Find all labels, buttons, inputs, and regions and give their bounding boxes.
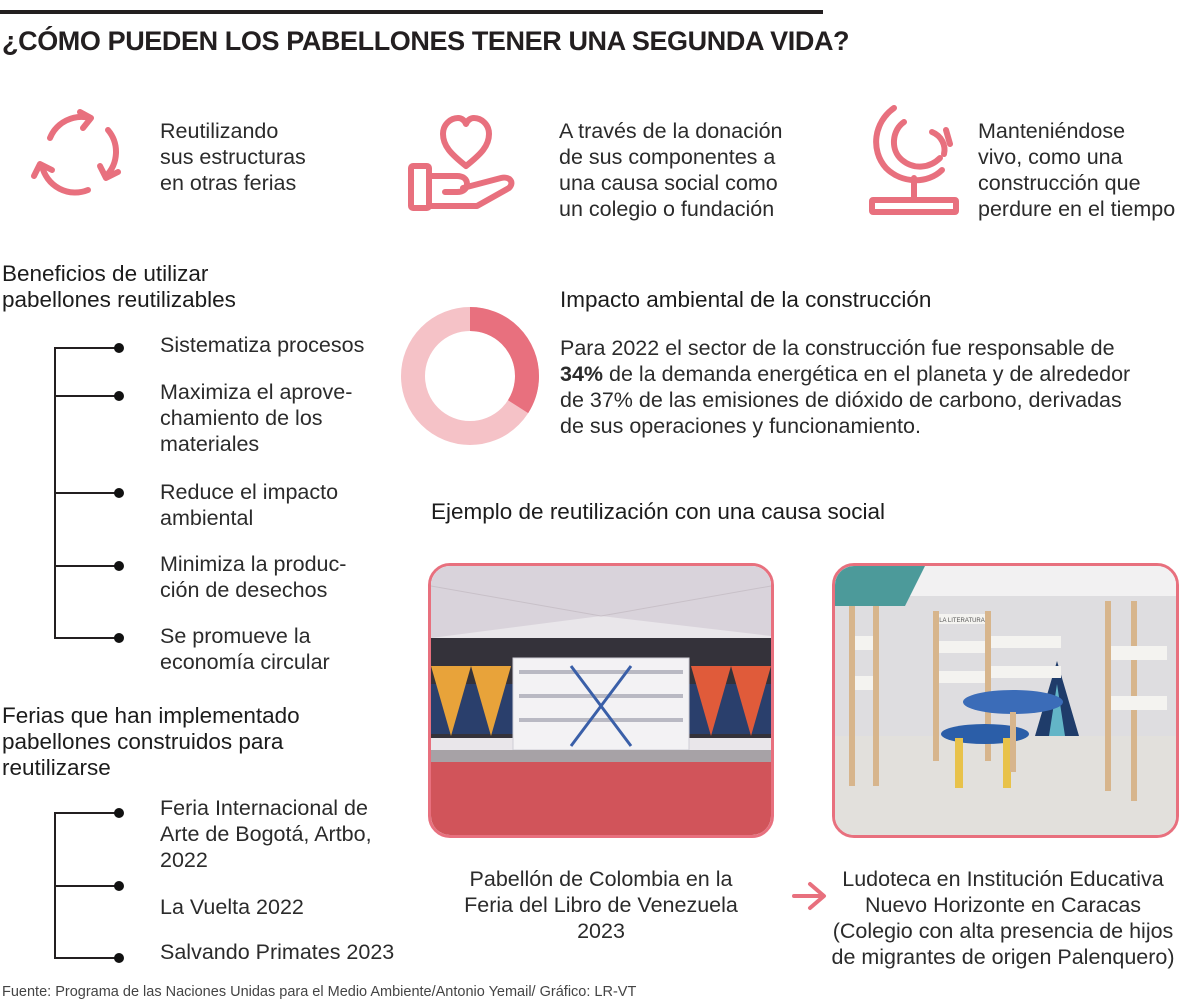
fair-item: Feria Internacional de Arte de Bogotá, Artbo, 2022 — [160, 796, 372, 872]
impact-highlight: 34% — [560, 362, 604, 386]
benefit-item: Reduce el impacto ambiental — [160, 480, 339, 530]
bullet — [114, 633, 124, 643]
heart-hand-icon — [405, 108, 527, 220]
bullet — [114, 391, 124, 401]
benefit-item: Sistematiza procesos — [160, 333, 365, 357]
globe-trophy-icon — [862, 100, 962, 222]
branch — [54, 565, 120, 567]
impact-text: Para 2022 el sector de la construcción fue responsable de 34% de la demanda energética en el planeta y de alrededor de 37% de las emisiones de dióxido de carbono, derivadas de sus operaciones y funcionamiento. — [560, 336, 1131, 438]
option-permanent-text: Manteniéndose vivo, como una construcción que perdure en el tiempo — [978, 119, 1176, 221]
branch — [54, 395, 120, 397]
option-donation-text: A través de la donación de sus componentes a una causa social como un colegio o fundación — [559, 119, 783, 221]
branch — [54, 812, 120, 814]
impact-heading: Impacto ambiental de la construcción — [560, 287, 932, 312]
bullet — [114, 953, 124, 963]
branch — [54, 347, 120, 349]
top-rule — [0, 10, 823, 14]
benefit-item: Maximiza el aprove- chamiento de los materiales — [160, 380, 353, 456]
bullet — [114, 488, 124, 498]
bullet — [114, 561, 124, 571]
fair-item: La Vuelta 2022 — [160, 895, 304, 919]
branch — [54, 637, 120, 639]
benefit-item: Minimiza la produc- ción de desechos — [160, 552, 347, 602]
bullet — [114, 808, 124, 818]
branch — [54, 885, 120, 887]
ludoteca-photo — [832, 563, 1179, 838]
recycle-icon — [28, 108, 128, 198]
fair-item: Salvando Primates 2023 — [160, 940, 395, 964]
donut-chart — [400, 306, 540, 446]
bullet — [114, 881, 124, 891]
source-footer: Fuente: Programa de las Naciones Unidas para el Medio Ambiente/Antonio Yemail/ Gráfico: LR-VT — [2, 984, 637, 1000]
right-photo-caption: Ludoteca en Institución Educativa Nuevo Horizonte en Caracas (Colegio con alta presencia de hijos de migrantes de origen Palenquero) — [831, 867, 1175, 969]
benefit-item: Se promueve la economía circular — [160, 624, 330, 674]
page-title: ¿CÓMO PUEDEN LOS PABELLONES TENER UNA SEGUNDA VIDA? — [2, 26, 850, 56]
fairs-heading: Ferias que han implementado pabellones construidos para reutilizarse — [2, 703, 300, 780]
left-photo-caption: Pabellón de Colombia en la Feria del Libro de Venezuela 2023 — [464, 867, 738, 943]
example-heading: Ejemplo de reutilización con una causa social — [431, 499, 886, 524]
branch — [54, 492, 120, 494]
pavilion-photo — [428, 563, 774, 838]
sign-label: LA LITERATURA — [939, 618, 985, 624]
option-reuse-text: Reutilizando sus estructuras en otras ferias — [160, 119, 306, 195]
bullet — [114, 343, 124, 353]
branch — [54, 957, 120, 959]
benefits-heading: Beneficios de utilizar pabellones reutilizables — [2, 261, 236, 312]
